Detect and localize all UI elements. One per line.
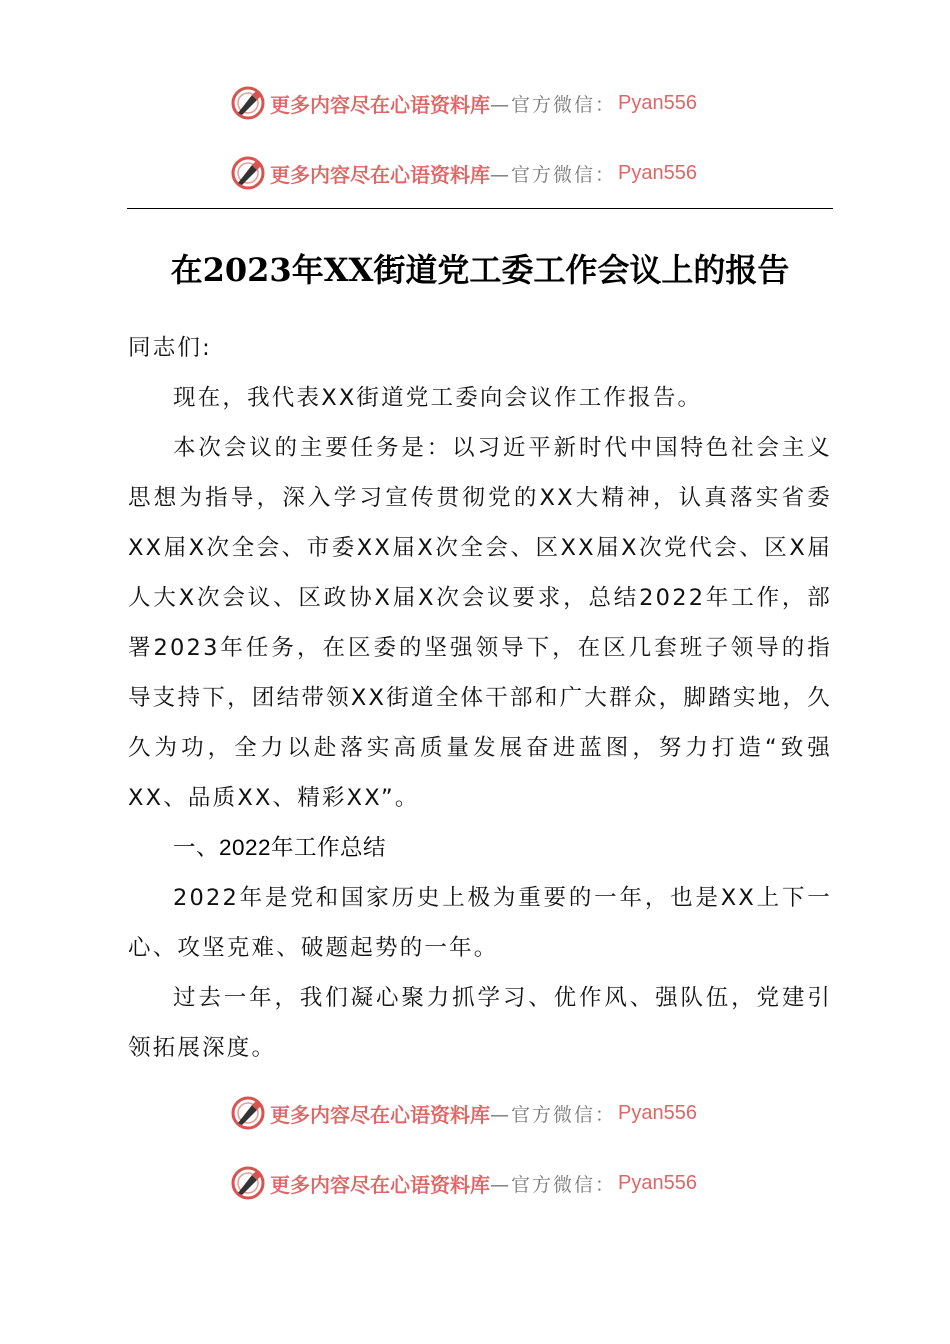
pen-nib-logo-icon xyxy=(230,155,266,191)
section-paragraph-1: 2022年是党和国家历史上极为重要的一年，也是XX上下一心、攻坚克难、破题起势的一年。 xyxy=(128,885,832,961)
watermark-wechat-id: Pyan556 xyxy=(618,91,697,114)
header-divider xyxy=(127,208,833,209)
watermark-wechat-id: Pyan556 xyxy=(618,1101,697,1124)
watermark-banner-bottom-2 xyxy=(230,1163,697,1203)
watermark-banner-top-2 xyxy=(230,153,697,193)
watermark-brand: 更多内容尽在心语资料库 xyxy=(270,1172,490,1197)
paragraph-2: 本次会议的主要任务是：以习近平新时代中国特色社会主义思想为指导，深入学习宣传贯彻党的XX大精神，认真落实省委XX届X次全会、市委XX届X次全会、区XX届X次党代会、区X届人大X次会议、区政协X届X次会议要求，总结2022年工作，部署2023年任务，在区委的坚强领导下，在区几套班子领导的指导支持下，团结带领XX街道全体干部和广大群众，脚踏实地，久久为功，全力以赴落实高质量发展奋进蓝图，努力打造“致强XX、品质XX、精彩XX”。 xyxy=(128,435,832,811)
watermark-wechat-id: Pyan556 xyxy=(618,1171,697,1194)
section-paragraph-2: 过去一年，我们凝心聚力抓学习、优作风、强队伍，党建引领拓展深度。 xyxy=(128,985,832,1061)
section-heading: 一、2022年工作总结 xyxy=(173,835,387,860)
watermark-separator: —官方微信： xyxy=(490,163,617,186)
watermark-separator: —官方微信： xyxy=(490,1173,617,1196)
document-title: 在2023年XX街道党工委工作会议上的报告 xyxy=(170,251,790,289)
watermark-separator: —官方微信： xyxy=(490,1103,617,1126)
document-body xyxy=(128,323,832,1073)
watermark-separator: —官方微信： xyxy=(490,93,617,116)
pen-nib-logo-icon xyxy=(230,1095,266,1131)
watermark-banner-top-1 xyxy=(230,83,697,123)
paragraph-1: 现在，我代表XX街道党工委向会议作工作报告。 xyxy=(173,385,703,411)
watermark-brand: 更多内容尽在心语资料库 xyxy=(270,1102,490,1127)
pen-nib-logo-icon xyxy=(230,1165,266,1201)
watermark-wechat-id: Pyan556 xyxy=(618,161,697,184)
pen-nib-logo-icon xyxy=(230,85,266,121)
watermark-brand: 更多内容尽在心语资料库 xyxy=(270,92,490,117)
salutation: 同志们: xyxy=(128,335,212,361)
watermark-brand: 更多内容尽在心语资料库 xyxy=(270,162,490,187)
watermark-banner-bottom-1 xyxy=(230,1093,697,1133)
